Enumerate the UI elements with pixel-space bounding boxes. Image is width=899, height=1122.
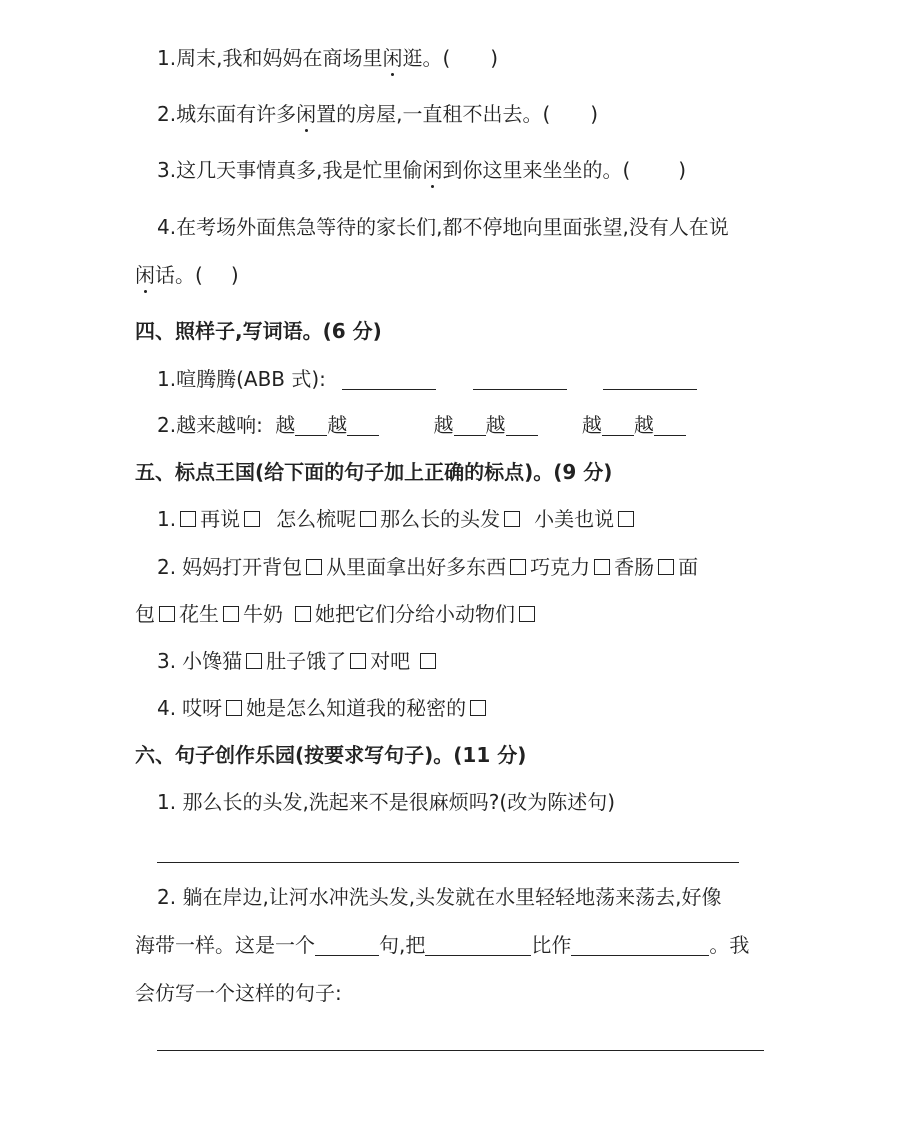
q5-text: 怎么梳呢 <box>276 507 357 531</box>
answer-blank[interactable] <box>506 413 538 436</box>
answer-line[interactable] <box>157 1050 764 1051</box>
q5-text: 对吧 <box>370 649 411 673</box>
yue-char: 越 <box>327 413 348 437</box>
answer-blank[interactable] <box>425 933 531 956</box>
q3-item-2-text: 2.城东面有许多 <box>157 102 297 126</box>
punctuation-box[interactable] <box>295 606 311 622</box>
q5-text: 从里面拿出好多东西 <box>326 555 507 579</box>
q3-item-1-text-2: 逛。( <box>402 46 451 70</box>
q3-item-3-text: 3.这几天事情真多,我是忙里偷 <box>157 158 423 182</box>
q3-item-4-line2 <box>0 261 899 289</box>
q5-text: 巧克力 <box>530 555 591 579</box>
punctuation-box[interactable] <box>420 653 436 669</box>
yue-char: 越 <box>433 413 454 437</box>
q5-text: 她把它们分给小动物们 <box>315 602 515 626</box>
answer-blank[interactable] <box>654 413 686 436</box>
punctuation-box[interactable] <box>510 559 526 575</box>
q5-item-3-num: 3. <box>157 649 177 673</box>
answer-blank[interactable] <box>347 413 379 436</box>
q5-item-4 <box>0 694 899 722</box>
answer-blank[interactable] <box>473 367 567 390</box>
punctuation-box[interactable] <box>360 511 376 527</box>
answer-blank[interactable] <box>571 933 709 956</box>
q5-text: 哎呀 <box>182 696 223 720</box>
q4-item-1 <box>0 365 899 393</box>
punctuation-box[interactable] <box>618 511 634 527</box>
q5-text: 包 <box>135 602 155 626</box>
punctuation-box[interactable] <box>180 511 196 527</box>
q6-item-2-line3: 会仿写一个这样的句子: <box>135 981 342 1005</box>
yue-char: 越 <box>485 413 506 437</box>
q3-item-4-line1 <box>0 213 899 241</box>
q3-item-4-text-2: 话。( <box>155 263 203 287</box>
q3-item-1 <box>0 44 899 72</box>
q5-text: 面 <box>678 555 699 579</box>
answer-blank[interactable] <box>315 933 379 956</box>
punctuation-box[interactable] <box>658 559 674 575</box>
punctuation-box[interactable] <box>519 606 535 622</box>
dotted-char: 闲 <box>382 46 403 70</box>
answer-blank[interactable] <box>602 413 634 436</box>
punctuation-box[interactable] <box>470 700 486 716</box>
q6-item-2-line1: 2. 躺在岸边,让河水冲洗头发,头发就在水里轻轻地荡来荡去,好像 <box>157 885 722 909</box>
paren-close: ) <box>490 46 499 70</box>
q3-item-2-text-2: 置的房屋,一直租不出去。( <box>316 102 551 126</box>
punctuation-box[interactable] <box>244 511 260 527</box>
q3-item-1-text: 1.周末,我和妈妈在商场里 <box>157 46 383 70</box>
q6-text: 句,把 <box>379 933 426 957</box>
punctuation-box[interactable] <box>223 606 239 622</box>
q5-item-2-line2 <box>0 600 899 628</box>
q5-text: 香肠 <box>614 555 655 579</box>
q5-text: 她是怎么知道我的秘密的 <box>246 696 467 720</box>
dotted-char: 闲 <box>422 158 443 182</box>
punctuation-box[interactable] <box>504 511 520 527</box>
q5-item-3 <box>0 647 899 675</box>
q4-item-1-text: 1.喧腾腾(ABB 式): <box>157 367 326 391</box>
section-6-title: 六、句子创作乐园(按要求写句子)。(11 分) <box>135 743 527 767</box>
answer-blank[interactable] <box>454 413 486 436</box>
q6-item-1: 1. 那么长的头发,洗起来不是很麻烦吗?(改为陈述句) <box>157 790 616 814</box>
answer-blank[interactable] <box>603 367 697 390</box>
dotted-char: 闲 <box>296 102 317 126</box>
punctuation-box[interactable] <box>350 653 366 669</box>
q5-text: 小馋猫 <box>182 649 243 673</box>
paren-close: ) <box>230 263 239 287</box>
answer-blank[interactable] <box>295 413 327 436</box>
punctuation-box[interactable] <box>306 559 322 575</box>
q5-item-2-line1 <box>0 553 899 581</box>
q5-item-4-num: 4. <box>157 696 177 720</box>
q5-item-1-num: 1. <box>157 507 177 531</box>
punctuation-box[interactable] <box>246 653 262 669</box>
paren-close: ) <box>590 102 599 126</box>
q6-item-2-line2 <box>0 931 899 959</box>
q5-text: 牛奶 <box>243 602 283 626</box>
q5-item-2-num: 2. <box>157 555 177 579</box>
q6-text: 。我 <box>709 933 750 957</box>
q5-text: 小美也说 <box>534 507 615 531</box>
yue-char: 越 <box>275 413 296 437</box>
q5-text: 花生 <box>179 602 219 626</box>
q3-item-3-text-2: 到你这里来坐坐的。( <box>442 158 631 182</box>
yue-char: 越 <box>633 413 654 437</box>
punctuation-box[interactable] <box>226 700 242 716</box>
paren-close: ) <box>678 158 687 182</box>
dotted-char: 闲 <box>135 263 155 287</box>
q5-text: 肚子饿了 <box>266 649 347 673</box>
q5-item-1 <box>0 505 899 533</box>
section-4-title: 四、照样子,写词语。(6 分) <box>135 319 382 343</box>
section-5-title: 五、标点王国(给下面的句子加上正确的标点)。(9 分) <box>135 460 613 484</box>
q5-text: 妈妈打开背包 <box>182 555 303 579</box>
punctuation-box[interactable] <box>594 559 610 575</box>
q3-item-4-text: 4.在考场外面焦急等待的家长们,都不停地向里面张望,没有人在说 <box>157 215 729 239</box>
answer-line[interactable] <box>157 862 739 863</box>
answer-blank[interactable] <box>342 367 436 390</box>
q6-text: 比作 <box>531 933 572 957</box>
q6-text: 海带一样。这是一个 <box>135 933 315 957</box>
q4-item-2 <box>0 411 899 439</box>
q3-item-2 <box>0 100 899 128</box>
q5-text: 那么长的头发 <box>380 507 501 531</box>
punctuation-box[interactable] <box>159 606 175 622</box>
q5-text: 再说 <box>200 507 241 531</box>
q3-item-3 <box>0 156 899 184</box>
yue-char: 越 <box>581 413 602 437</box>
q4-item-2-text: 2.越来越响: <box>157 413 263 437</box>
